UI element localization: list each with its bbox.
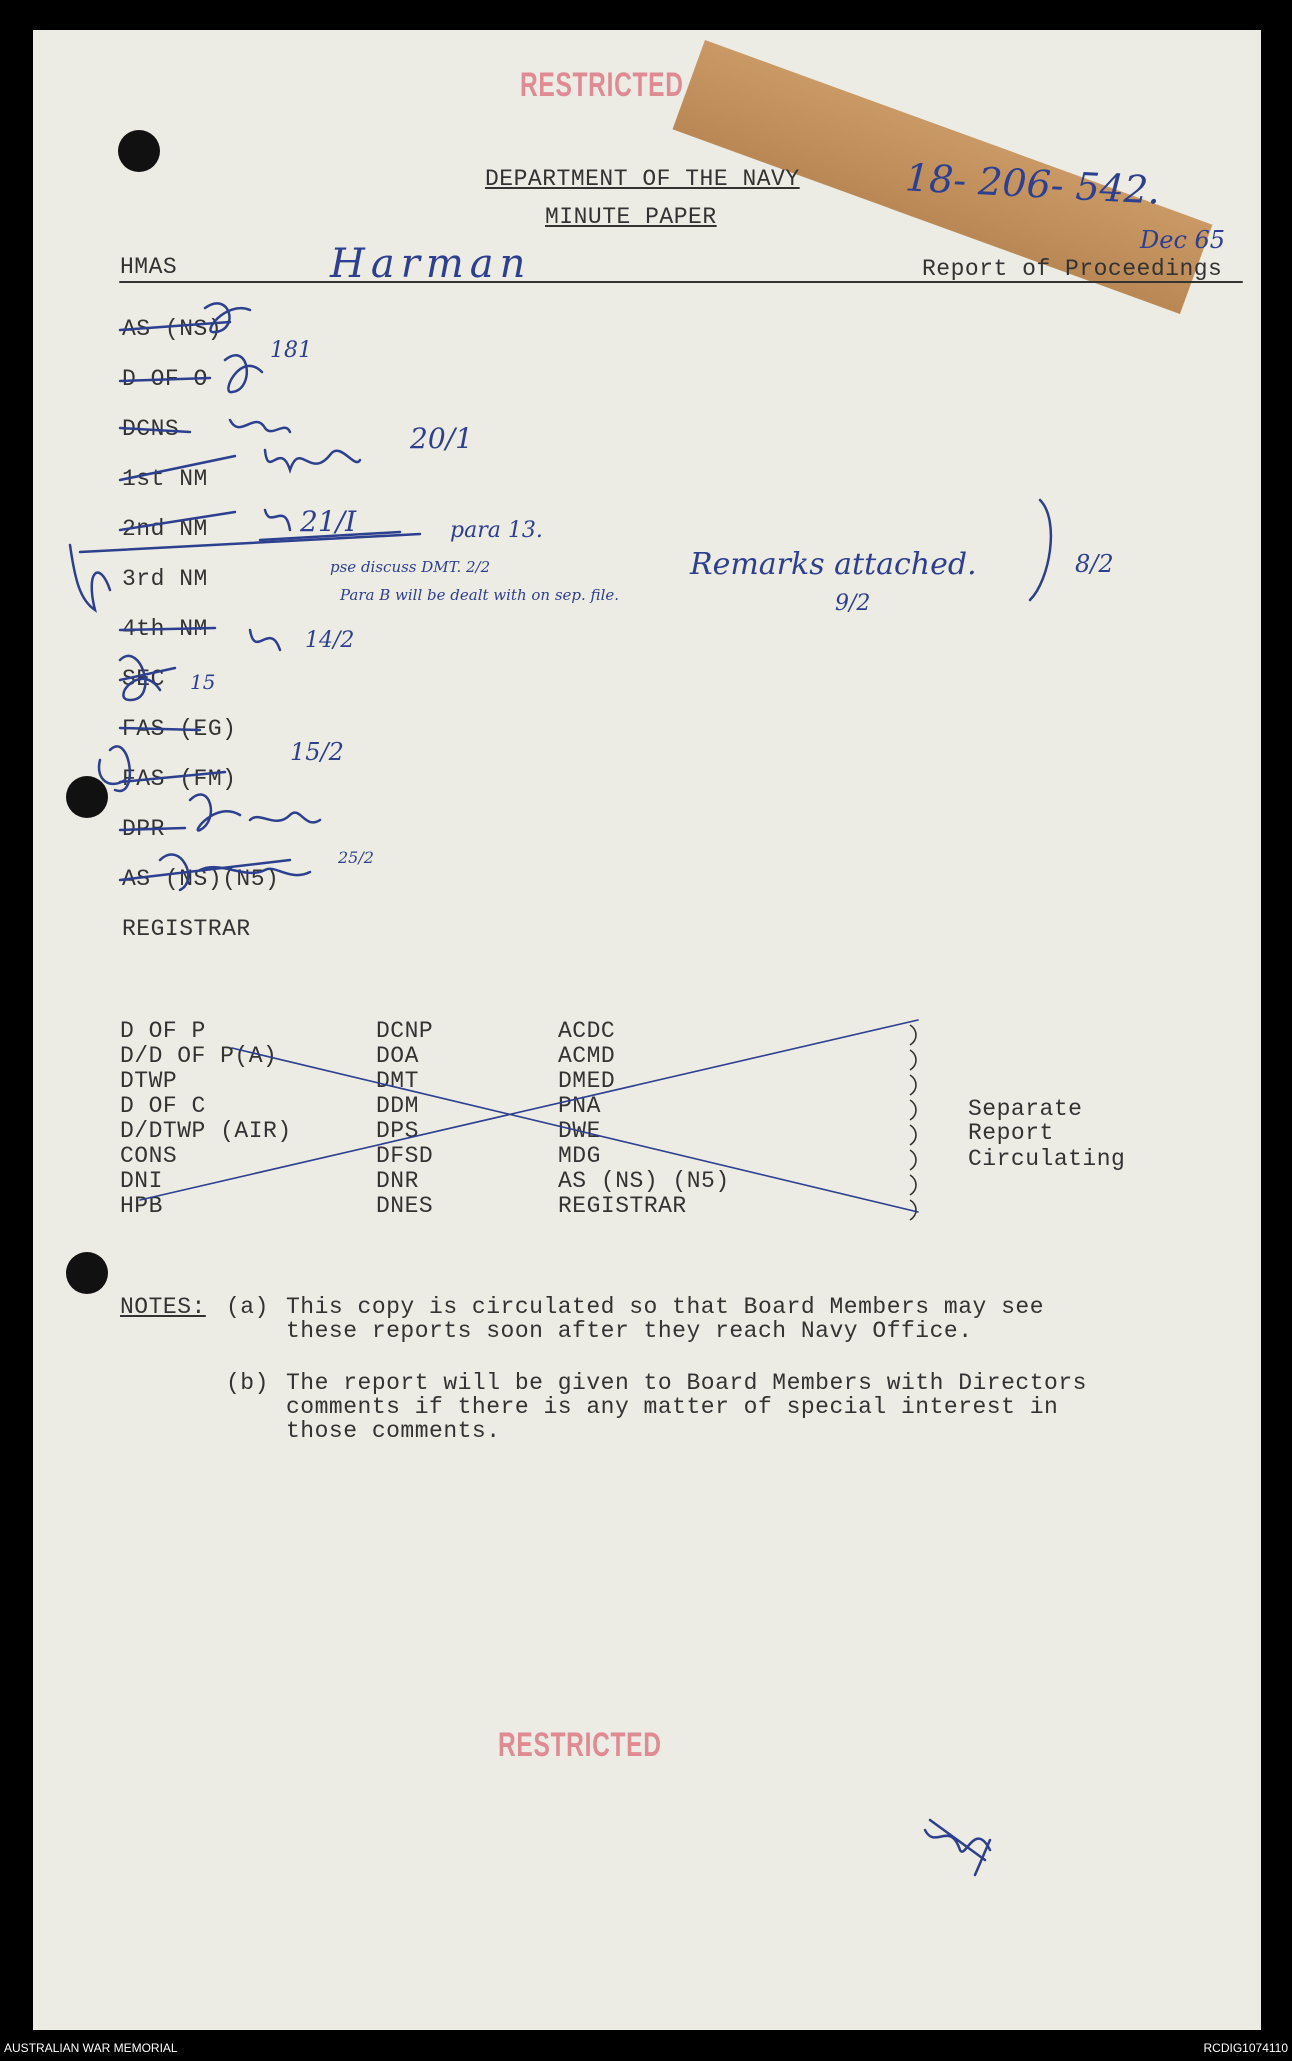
- distribution-cell: D OF P: [120, 1018, 206, 1044]
- initial-scribble: [250, 630, 280, 650]
- note-a-marker: (a): [226, 1294, 269, 1320]
- strikethrough-line: [120, 772, 225, 782]
- note-b-marker: (b): [226, 1370, 269, 1396]
- separate-file-note: Para B will be dealt with on sep. file.: [340, 586, 620, 604]
- distribution-cell: DOA: [376, 1043, 419, 1069]
- distribution-cell: DWE: [558, 1118, 601, 1144]
- footer-credit: AUSTRALIAN WAR MEMORIAL: [4, 2041, 178, 2055]
- distribution-cell: ACDC: [558, 1018, 616, 1044]
- distribution-cell: REGISTRAR: [558, 1193, 687, 1219]
- distribution-cell: DNR: [376, 1168, 419, 1194]
- routing-entry: SEC: [122, 666, 165, 692]
- report-title: Report of Proceedings: [922, 256, 1223, 282]
- strikethrough-line: [120, 628, 215, 630]
- distribution-cell: DTWP: [120, 1068, 178, 1094]
- hmas-label: HMAS: [120, 254, 178, 280]
- note-b-text: The report will be given to Board Members with Directors: [286, 1370, 1087, 1396]
- distribution-cell: DDM: [376, 1093, 419, 1119]
- initial-scribble: [1030, 500, 1051, 600]
- brace-mark: [910, 1175, 916, 1195]
- initial-date: 15/2: [290, 738, 344, 766]
- strikethrough-line: [80, 534, 420, 552]
- initial-date: 181: [270, 338, 312, 363]
- routing-entry: 2nd NM: [122, 516, 208, 542]
- initial-scribble: [190, 794, 320, 830]
- notes-label: NOTES:: [120, 1294, 206, 1320]
- brace-mark: [910, 1050, 916, 1070]
- distribution-cell: ACMD: [558, 1043, 616, 1069]
- distribution-cell: AS (NS) (N5): [558, 1168, 730, 1194]
- remarks-date: 8/2: [1075, 550, 1114, 578]
- distribution-cell: DNES: [376, 1193, 434, 1219]
- distribution-cell: MDG: [558, 1143, 601, 1169]
- restricted-stamp-top: RESTRICTED: [520, 66, 684, 104]
- footer-id: RCDIG1074110: [1203, 2041, 1288, 2055]
- separate-report-note: Report: [968, 1120, 1054, 1146]
- distribution-cell: D OF C: [120, 1093, 206, 1119]
- brace-mark: [910, 1100, 916, 1120]
- initial-scribble: [230, 420, 290, 432]
- strikethrough-line: [120, 728, 200, 730]
- routing-entry: 4th NM: [122, 616, 208, 642]
- initial-scribble: [70, 545, 110, 610]
- strikethrough-line: [120, 668, 175, 680]
- ship-name: Harman: [330, 241, 532, 287]
- initial-date: 15: [190, 670, 216, 694]
- minute-paper-heading: MINUTE PAPER: [545, 204, 717, 230]
- routing-entry: 3rd NM: [122, 566, 208, 592]
- note-b-text: those comments.: [286, 1418, 501, 1444]
- routing-entry: 1st NM: [122, 466, 208, 492]
- initial-date: 14/2: [305, 628, 355, 653]
- file-number: 18- 206- 542.: [904, 155, 1162, 213]
- distribution-cell: D/D OF P(A): [120, 1043, 278, 1069]
- distribution-cell: D/DTWP (AIR): [120, 1118, 292, 1144]
- distribution-cell: DNI: [120, 1168, 163, 1194]
- restricted-stamp-bottom: RESTRICTED: [498, 1726, 662, 1764]
- initial-scribble: [225, 355, 262, 392]
- initial-scribble: [265, 450, 360, 470]
- discuss-note: pse discuss DMT. 2/2: [330, 558, 491, 576]
- routing-entry: DPR: [122, 816, 165, 842]
- remarks-note: Remarks attached.: [690, 547, 977, 582]
- routing-entry: REGISTRAR: [122, 916, 251, 942]
- cross-out-line: [140, 1020, 918, 1200]
- distribution-cell: DCNP: [376, 1018, 434, 1044]
- distribution-cell: HPB: [120, 1193, 163, 1219]
- routing-entry: AS (NS)(N5): [122, 866, 280, 892]
- strikethrough-line: [120, 828, 185, 830]
- initial-scribble: [925, 1820, 990, 1875]
- strikethrough-line: [120, 512, 235, 530]
- strikethrough-line: [120, 456, 235, 480]
- strikethrough-line: [120, 428, 190, 432]
- routing-entry: FAS (FM): [122, 766, 237, 792]
- para-note: para 13.: [450, 518, 543, 543]
- initial-scribble: [205, 303, 250, 332]
- separate-report-note: Circulating: [968, 1146, 1126, 1172]
- note-b-text: comments if there is any matter of special interest in: [286, 1394, 1059, 1420]
- routing-entry: AS (NS): [122, 316, 223, 342]
- initial-date: 25/2: [338, 848, 374, 867]
- separate-file-date: 9/2: [835, 591, 871, 616]
- brace-mark: [910, 1150, 916, 1170]
- date-note: Dec 65: [1140, 226, 1226, 254]
- strikethrough-line: [120, 378, 210, 381]
- routing-entry: D OF O: [122, 366, 208, 392]
- routing-entry: DCNS: [122, 416, 180, 442]
- distribution-cell: DMT: [376, 1068, 419, 1094]
- note-a-text: This copy is circulated so that Board Members may see: [286, 1294, 1045, 1320]
- cross-out-line: [232, 1048, 918, 1212]
- note-a-text: these reports soon after they reach Navy Office.: [286, 1318, 973, 1344]
- brace-mark: [910, 1075, 916, 1095]
- distribution-cell: DMED: [558, 1068, 616, 1094]
- brace-mark: [910, 1125, 916, 1145]
- initial-scribble: [99, 760, 125, 784]
- distribution-cell: CONS: [120, 1143, 178, 1169]
- routing-entry: FAS (EG): [122, 716, 237, 742]
- distribution-cell: DPS: [376, 1118, 419, 1144]
- distribution-cell: PNA: [558, 1093, 601, 1119]
- initial-date: 21/I: [300, 505, 357, 538]
- separate-report-note: Separate: [968, 1096, 1083, 1122]
- brace-mark: [910, 1025, 916, 1045]
- initial-date: 20/1: [410, 422, 473, 455]
- department-heading: DEPARTMENT OF THE NAVY: [485, 166, 800, 192]
- distribution-cell: DFSD: [376, 1143, 434, 1169]
